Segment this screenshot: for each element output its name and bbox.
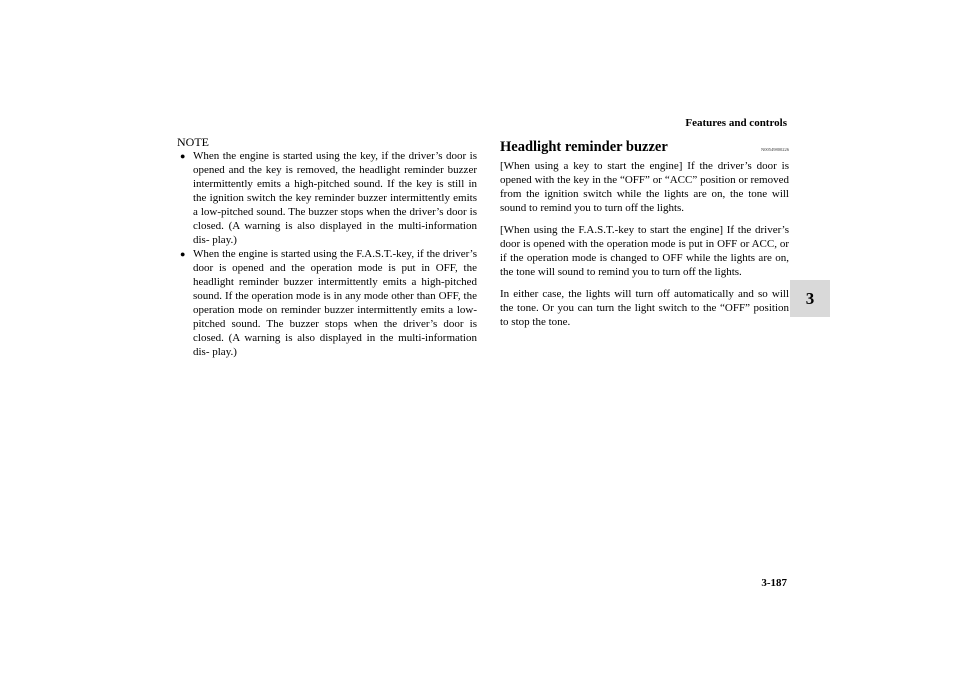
page-header-title: Features and controls: [685, 117, 787, 129]
note-bullet: [177, 247, 477, 359]
bullet-icon: ●: [180, 151, 186, 161]
chapter-tab: [790, 280, 830, 317]
chapter-number: 3: [805, 288, 815, 308]
headlight-reminder-section: [500, 138, 789, 337]
note-bullet: [177, 149, 477, 247]
section-paragraph: In either case, the lights will turn off automatically and so will the tone. Or you can turn the light switch to the “OFF” position to stop the tone.: [500, 288, 789, 328]
section-paragraph: [When using the F.A.S.T.-key to start the engine] If the driver’s door is opened with the operation mode is put in OFF or ACC, or if the operation mode is changed to OFF while the lights are on, the tone will sound to remind you to turn off the lights.: [500, 224, 789, 278]
section-paragraph: [When using a key to start the engine] If the driver’s door is opened with the key in the “OFF” or “ACC” position or removed from the ignition switch while the lights are on, the tone will sound to remind you to turn off the lights.: [500, 160, 789, 214]
section-heading: Headlight reminder buzzer: [500, 139, 668, 155]
section-heading-row: [500, 138, 789, 157]
bullet-icon: ●: [180, 249, 186, 259]
note-block: [177, 136, 477, 359]
page-number: 3-187: [761, 577, 787, 589]
section-code: N00549800226: [761, 147, 789, 152]
note-label: NOTE: [177, 135, 209, 149]
note-bullet-text: When the engine is started using the F.A.S.T.-key, if the driver’s door is opened and the operation mode is put in OFF, the headlight reminder buzzer intermittently emits a high-pitched sound. If the operation mode is in any mode other than OFF, the operation mode on reminder buzzer intermittently emits a low-pitched sound. The buzzer stops when the driver’s door is closed. (A warning is also displayed in the multi-information dis- play.): [193, 248, 477, 358]
note-bullet-text: When the engine is started using the key, if the driver’s door is opened and the key is removed, the headlight reminder buzzer intermittently emits a high-pitched sound. If the key is still in the ignition switch the key reminder buzzer intermittently emits a low-pitched sound. The buzzer stops when the driver’s door is closed. (A warning is also displayed in the multi-information dis- play.): [193, 150, 477, 246]
